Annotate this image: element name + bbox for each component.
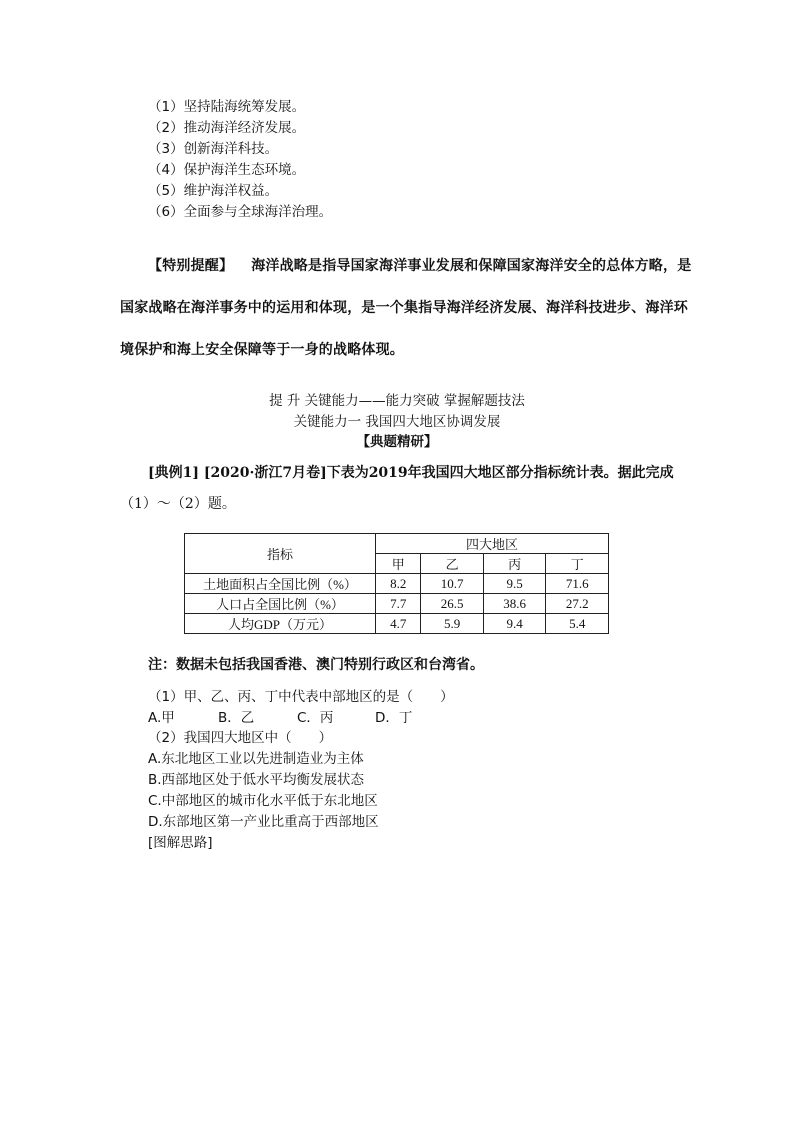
table-cell: 8.2: [376, 574, 421, 594]
strategy-item-6: （6）全面参与全球海洋治理。: [148, 204, 333, 220]
table-row: [185, 574, 609, 594]
table-cell: 5.4: [546, 614, 609, 634]
table-cell: 27.2: [546, 594, 609, 614]
table-header-group: 四大地区: [376, 534, 609, 554]
table-header-region: 甲: [376, 554, 421, 574]
strategy-item-4: （4）保护海洋生态环境。: [148, 162, 306, 178]
table-header-region: 乙: [421, 554, 484, 574]
reminder-text-1: 海洋战略是指导国家海洋事业发展和保障国家海洋安全的总体方略，是: [251, 258, 692, 274]
strategy-item-1: （1）坚持陆海统筹发展。: [148, 99, 306, 115]
question-1-option-a: A.甲: [148, 710, 175, 726]
question-1-option-c: C．丙: [297, 710, 334, 726]
question-2-option-c: C.中部地区的城市化水平低于东北地区: [148, 793, 378, 809]
example-line-1: [典例1] [2020·浙江7月卷]下表为2019年我国四大地区部分指标统计表。据此完成: [148, 465, 674, 481]
table-cell: 7.7: [376, 594, 421, 614]
question-1-option-b: B．乙: [218, 710, 255, 726]
strategy-item-5: （5）维护海洋权益。: [148, 183, 279, 199]
table-cell: 5.9: [421, 614, 484, 634]
question-2-option-b: B.西部地区处于低水平均衡发展状态: [148, 772, 365, 788]
table-note: 注：数据未包括我国香港、澳门特别行政区和台湾省。: [148, 657, 484, 673]
table-cell: 9.5: [483, 574, 546, 594]
example-section-title: 【典题精研】: [356, 434, 438, 450]
table-row: [185, 614, 609, 634]
diagram-hint: [图解思路]: [148, 835, 213, 851]
table-cell: 26.5: [421, 594, 484, 614]
table-header-index: 指标: [185, 534, 376, 574]
table-row-label: 人均GDP（万元）: [185, 614, 376, 634]
section-heading: 提 升 关键能力——能力突破 掌握解题技法: [269, 393, 525, 409]
table-cell: 4.7: [376, 614, 421, 634]
table-row-label: 土地面积占全国比例（%）: [185, 574, 376, 594]
subsection-heading: 关键能力一 我国四大地区协调发展: [293, 414, 501, 430]
table-cell: 38.6: [483, 594, 546, 614]
table-cell: 10.7: [421, 574, 484, 594]
table-header-region: 丁: [546, 554, 609, 574]
table-cell: 9.4: [483, 614, 546, 634]
region-stats-table: [184, 533, 609, 634]
example-line-2: （1）～（2）题。: [120, 496, 236, 512]
table-header-region: 丙: [483, 554, 546, 574]
reminder-line-2: 国家战略在海洋事务中的运用和体现，是一个集指导海洋经济发展、海洋科技进步、海洋环: [120, 300, 688, 316]
question-2-stem: （2）我国四大地区中（ ）: [148, 730, 333, 746]
question-1-option-d: D．丁: [375, 710, 413, 726]
reminder-tag: 【特别提醒】: [148, 258, 234, 274]
reminder-line-3: 境保护和海上安全保障等于一身的战略体现。: [120, 342, 404, 358]
table-row: [185, 594, 609, 614]
table-cell: 71.6: [546, 574, 609, 594]
strategy-item-3: （3）创新海洋科技。: [148, 141, 279, 157]
question-2-option-a: A.东北地区工业以先进制造业为主体: [148, 751, 364, 767]
reminder-line-1: [148, 255, 691, 275]
question-1-stem: （1）甲、乙、丙、丁中代表中部地区的是（ ）: [148, 689, 454, 705]
question-2-option-d: D.东部地区第一产业比重高于西部地区: [148, 814, 379, 830]
table-row-label: 人口占全国比例（%）: [185, 594, 376, 614]
strategy-item-2: （2）推动海洋经济发展。: [148, 120, 306, 136]
